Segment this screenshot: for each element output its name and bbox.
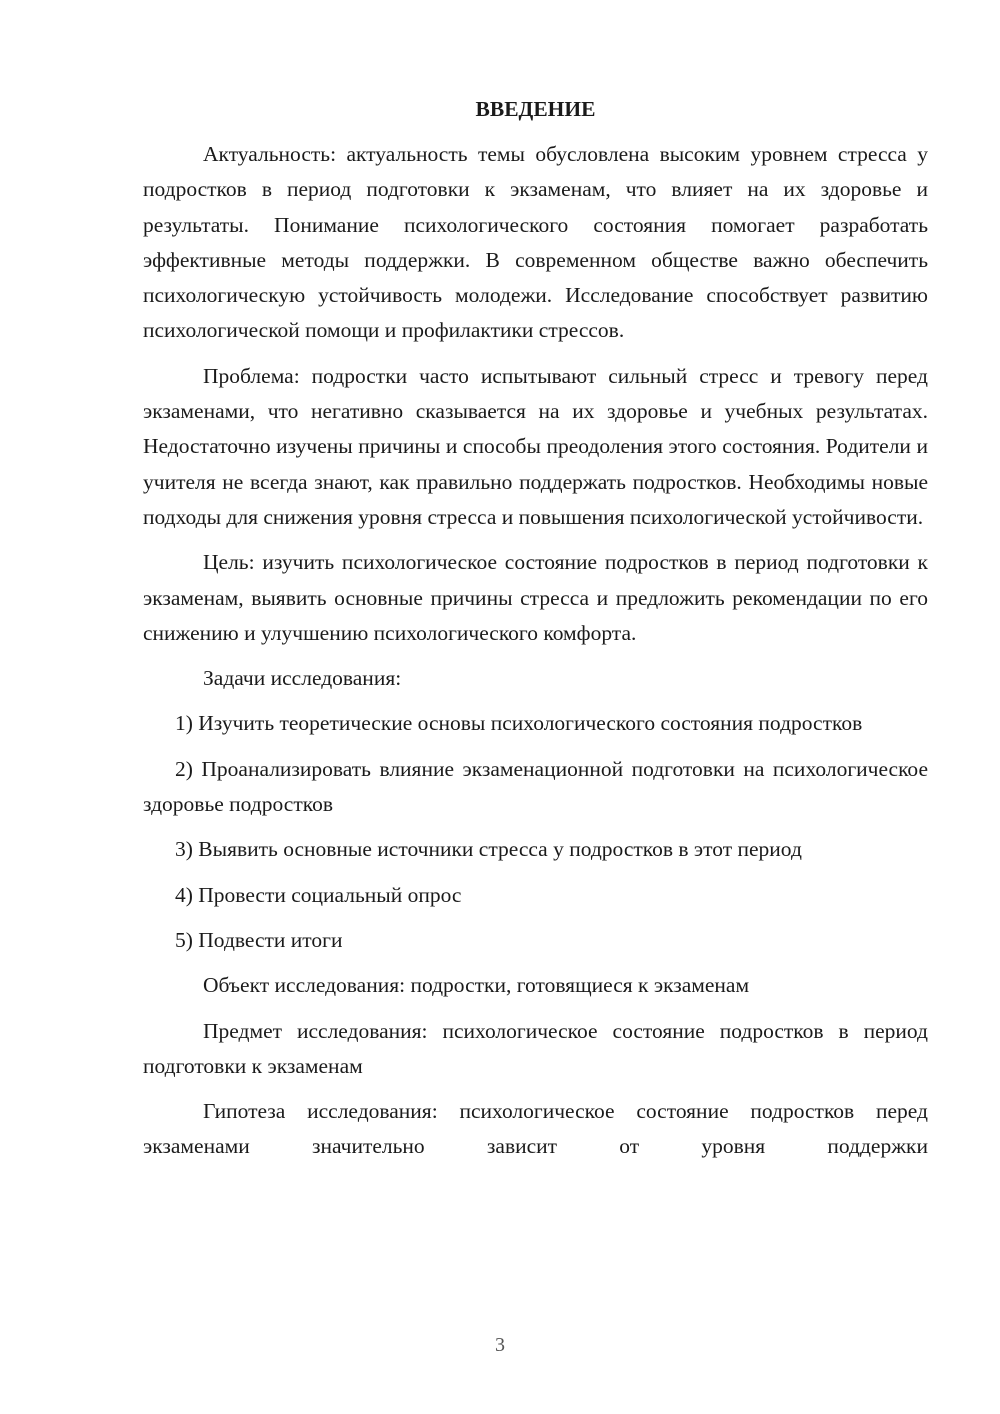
task-item: 2) Проанализировать влияние экзаменационной подготовки на психологическое здоровье подростков: [143, 756, 928, 817]
tasks-list: [143, 706, 928, 958]
task-item: 3) Выявить основные источники стресса у подростков в этот период: [175, 837, 802, 862]
relevance-paragraph: Актуальность: актуальность темы обусловлена высоким уровнем стресса у подростков в период подготовки к экзаменам, что влияет на их здоровье и результаты. Понимание психологического состояния помогает разработать эффективные методы поддержки. В современном обществе важно обеспечить психологическую устойчивость молодежи. Исследование способствует развитию психологической помощи и профилактики стрессов.: [143, 142, 928, 343]
task-item: 4) Провести социальный опрос: [175, 882, 462, 907]
subject-paragraph: Предмет исследования: психологическое состояние подростков в период подготовки к экзаменам: [143, 1018, 928, 1078]
page-title: ВВЕДЕНИЕ: [475, 97, 596, 121]
task-item: 5) Подвести итоги: [175, 927, 343, 952]
goal-paragraph: Цель: изучить психологическое состояние подростков в период подготовки к экзаменам, выявить основные причины стресса и предложить рекомендации по его снижению и улучшению психологического комфорта.: [143, 550, 928, 645]
task-item: 1) Изучить теоретические основы психологического состояния подростков: [175, 711, 863, 736]
hypothesis-paragraph: Гипотеза исследования: психологическое состояние подростков перед экзаменами значительно зависит от уровня поддержки: [143, 1099, 928, 1159]
problem-paragraph: Проблема: подростки часто испытывают сильный стресс и тревогу перед экзаменами, что негативно сказывается на их здоровье и учебных результатах. Недостаточно изучены причины и способы преодоления этого состояния. Родители и учителя не всегда знают, как правильно поддержать подростков. Необходимы новые подходы для снижения уровня стресса и повышения психологической устойчивости.: [143, 363, 928, 529]
document-page: [143, 92, 928, 1175]
object-paragraph: Объект исследования: подростки, готовящиеся к экзаменам: [203, 973, 750, 998]
tasks-heading: Задачи исследования:: [203, 666, 402, 691]
page-number: 3: [495, 1334, 505, 1356]
